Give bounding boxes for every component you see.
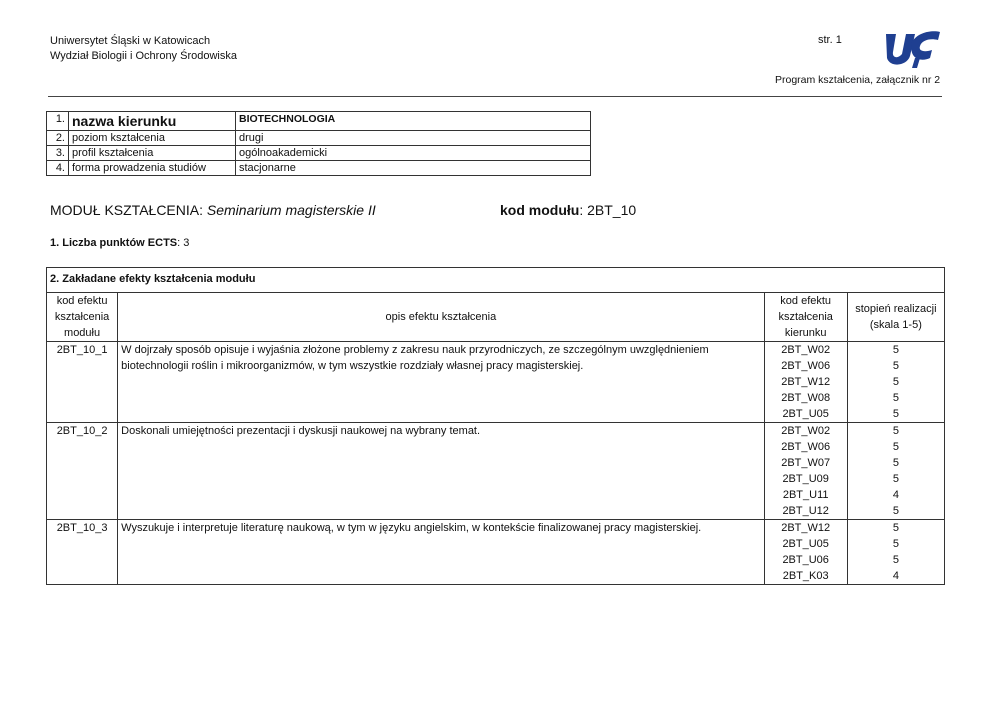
realization-level: 5: [892, 505, 899, 517]
module-code-value: 2BT_10: [587, 202, 637, 218]
realization-level: 5: [892, 538, 899, 550]
direction-code: 2BT_K03: [782, 570, 829, 582]
column-header: opis efektu kształcenia: [118, 293, 764, 342]
table-row: [47, 342, 945, 423]
effect-description: Wyszukuje i interpretuje literaturę naukową, w tym w języku angielskim, w kontekście finalizowanej pracy magisterskiej.: [118, 520, 764, 585]
module-name: Seminarium magisterskie II: [206, 202, 376, 218]
effect-code: 2BT_10_2: [47, 423, 118, 520]
info-row: [47, 146, 591, 161]
info-label: nazwa kierunku: [69, 112, 236, 131]
direction-code: 2BT_U11: [782, 489, 829, 501]
realization-levels: [847, 520, 944, 585]
module-code: kod modułu: 2BT_10: [500, 202, 637, 218]
info-value: BIOTECHNOLOGIA: [236, 112, 591, 131]
module-code-label: kod modułu: [500, 202, 580, 218]
direction-code: 2BT_W06: [781, 360, 831, 372]
column-header: kod efektu kształcenia modułu: [47, 293, 118, 342]
direction-code: 2BT_U09: [782, 473, 829, 485]
effect-code: 2BT_10_1: [47, 342, 118, 423]
realization-levels: [847, 342, 944, 423]
realization-level: 4: [892, 489, 899, 501]
column-header: stopień realizacji (skala 1-5): [847, 293, 944, 342]
info-row: [47, 131, 591, 146]
info-num: 4.: [47, 161, 69, 176]
column-header: kod efektu kształcenia kierunku: [764, 293, 847, 342]
table-header-row: [47, 293, 945, 342]
learning-outcomes-table: [46, 267, 945, 585]
info-num: 1.: [47, 112, 69, 131]
table-row: [47, 423, 945, 520]
realization-level: 4: [892, 570, 899, 582]
direction-code: 2BT_W02: [781, 425, 831, 437]
info-value: ogólnoakademicki: [236, 146, 591, 161]
realization-level: 5: [892, 425, 899, 437]
direction-code: 2BT_U05: [782, 538, 829, 550]
realization-level: 5: [892, 457, 899, 469]
module-label: MODUŁ KSZTAŁCENIA: [50, 202, 200, 218]
university-logo: [882, 28, 942, 75]
university-name: Uniwersytet Śląski w Katowicach: [50, 35, 211, 47]
info-value: drugi: [236, 131, 591, 146]
realization-levels: [847, 423, 944, 520]
table-row: [47, 520, 945, 585]
direction-code: 2BT_W08: [781, 392, 831, 404]
realization-level: 5: [892, 473, 899, 485]
table-title: 2. Zakładane efekty kształcenia modułu: [47, 268, 945, 293]
direction-code: 2BT_U06: [782, 554, 829, 566]
info-num: 3.: [47, 146, 69, 161]
direction-codes: [764, 342, 847, 423]
direction-codes: [764, 423, 847, 520]
direction-code: 2BT_U12: [782, 505, 829, 517]
effect-description: W dojrzały sposób opisuje i wyjaśnia złożone problemy z zakresu nauk przyrodniczych, ze szczególnym uwzględnieniem biotechnologii roślin i mikroorganizmów, w tym wszystkie rozdziały własnej pracy magisterskiej.: [118, 342, 764, 423]
realization-level: 5: [892, 408, 899, 420]
info-label: poziom kształcenia: [69, 131, 236, 146]
realization-level: 5: [892, 522, 899, 534]
realization-level: 5: [892, 344, 899, 356]
realization-level: 5: [892, 554, 899, 566]
program-annex: Program kształcenia, załącznik nr 2: [775, 74, 941, 86]
effect-description: Doskonali umiejętności prezentacji i dyskusji naukowej na wybrany temat.: [118, 423, 764, 520]
direction-code: 2BT_W12: [781, 522, 831, 534]
program-info-table: [46, 111, 591, 176]
realization-level: 5: [892, 376, 899, 388]
effect-code: 2BT_10_3: [47, 520, 118, 585]
ects-points: 1. Liczba punktów ECTS: 3: [50, 237, 190, 249]
realization-level: 5: [892, 441, 899, 453]
info-value: stacjonarne: [236, 161, 591, 176]
table-title-row: [47, 268, 945, 293]
direction-code: 2BT_W12: [781, 376, 831, 388]
ects-value: 3: [183, 237, 190, 249]
info-label: forma prowadzenia studiów: [69, 161, 236, 176]
realization-level: 5: [892, 360, 899, 372]
info-num: 2.: [47, 131, 69, 146]
module-title: MODUŁ KSZTAŁCENIA: Seminarium magisterskie II: [50, 202, 376, 218]
page-number: str. 1: [818, 34, 842, 46]
info-label: profil kształcenia: [69, 146, 236, 161]
info-row: [47, 161, 591, 176]
direction-codes: [764, 520, 847, 585]
direction-code: 2BT_W07: [781, 457, 831, 469]
direction-code: 2BT_W06: [781, 441, 831, 453]
realization-level: 5: [892, 392, 899, 404]
faculty-name: Wydział Biologii i Ochrony Środowiska: [50, 50, 237, 62]
ects-label: 1. Liczba punktów ECTS: [50, 237, 178, 249]
header-left: [50, 34, 237, 64]
direction-code: 2BT_U05: [782, 408, 829, 420]
info-row: [47, 112, 591, 131]
header-divider: [48, 96, 942, 97]
direction-code: 2BT_W02: [781, 344, 831, 356]
